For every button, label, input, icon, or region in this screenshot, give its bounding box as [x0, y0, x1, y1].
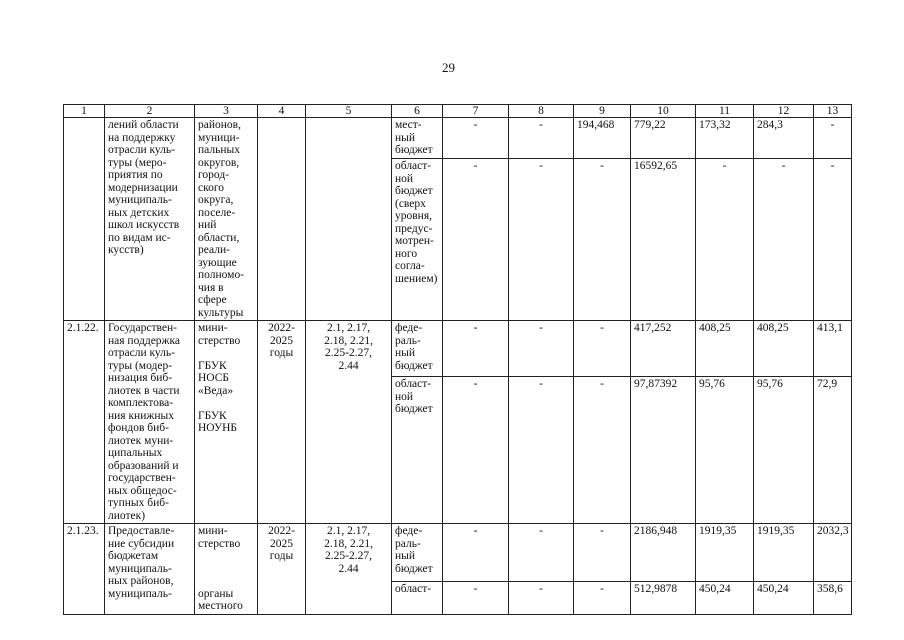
- table-row: [64, 321, 852, 377]
- value-cell: -: [814, 118, 852, 159]
- column-header: 11: [696, 105, 754, 118]
- column-header: 8: [509, 105, 574, 118]
- value-cell: -: [509, 582, 574, 614]
- value-cell: -: [443, 524, 509, 582]
- value-cell: -: [574, 582, 631, 614]
- column-header: 1: [64, 105, 105, 118]
- item-name: Предоставле- ние субсидии бюджетам муниципаль- ных районов, муниципаль-: [105, 524, 195, 615]
- column-header: 13: [814, 105, 852, 118]
- item-goals: [306, 118, 392, 321]
- column-header-row: [64, 105, 852, 118]
- table-row: [64, 524, 852, 582]
- funding-source: област- ной бюджет: [392, 377, 443, 524]
- value-cell: 173,32: [696, 118, 754, 159]
- item-goals: 2.1, 2.17, 2.18, 2.21, 2.25-2.27, 2.44: [306, 321, 392, 524]
- value-cell: 779,22: [631, 118, 696, 159]
- funding-source: феде- раль- ный бюджет: [392, 524, 443, 582]
- value-cell: -: [574, 524, 631, 582]
- value-cell: -: [509, 118, 574, 159]
- column-header: 12: [754, 105, 814, 118]
- value-cell: -: [509, 159, 574, 321]
- value-cell: 2186,948: [631, 524, 696, 582]
- item-number: [64, 118, 105, 321]
- value-cell: 72,9: [814, 377, 852, 524]
- item-period: [258, 118, 306, 321]
- column-header: 10: [631, 105, 696, 118]
- column-header: 6: [392, 105, 443, 118]
- value-cell: -: [574, 159, 631, 321]
- value-cell: 97,87392: [631, 377, 696, 524]
- funding-source: област-: [392, 582, 443, 614]
- item-executor: мини- стерство ГБУК НОСБ «Веда» ГБУК НОУНБ: [195, 321, 258, 524]
- value-cell: 450,24: [754, 582, 814, 614]
- page-number: 29: [442, 60, 455, 75]
- value-cell: -: [754, 159, 814, 321]
- value-cell: -: [443, 377, 509, 524]
- item-executor: районов, муници- пальных округов, город- ского округа, поселе- ний области, реали- зующие полномо- чия в сфере культуры: [195, 118, 258, 321]
- value-cell: 16592,65: [631, 159, 696, 321]
- item-name: лений области на поддержку отрасли куль- туры (меро- приятия по модернизации муниципаль- ных детских школ искусств по видам ис- кусств): [105, 118, 195, 321]
- item-period: 2022- 2025 годы: [258, 524, 306, 615]
- value-cell: 2032,3: [814, 524, 852, 582]
- value-cell: 1919,35: [696, 524, 754, 582]
- funding-source: мест- ный бюджет: [392, 118, 443, 159]
- value-cell: 358,6: [814, 582, 852, 614]
- value-cell: -: [443, 582, 509, 614]
- column-header: 9: [574, 105, 631, 118]
- value-cell: -: [509, 321, 574, 377]
- value-cell: 284,3: [754, 118, 814, 159]
- item-number: 2.1.22.: [64, 321, 105, 524]
- value-cell: 417,252: [631, 321, 696, 377]
- funding-source: феде- раль- ный бюджет: [392, 321, 443, 377]
- column-header: 4: [258, 105, 306, 118]
- value-cell: -: [696, 159, 754, 321]
- column-header: 2: [105, 105, 195, 118]
- column-header: 3: [195, 105, 258, 118]
- value-cell: 194,468: [574, 118, 631, 159]
- value-cell: 95,76: [696, 377, 754, 524]
- item-executor: мини- стерство органы местного: [195, 524, 258, 615]
- value-cell: -: [509, 377, 574, 524]
- value-cell: 95,76: [754, 377, 814, 524]
- value-cell: 512,9878: [631, 582, 696, 614]
- column-header: 7: [443, 105, 509, 118]
- value-cell: -: [443, 321, 509, 377]
- column-header: 5: [306, 105, 392, 118]
- value-cell: -: [443, 118, 509, 159]
- value-cell: -: [814, 159, 852, 321]
- value-cell: -: [574, 321, 631, 377]
- value-cell: 408,25: [754, 321, 814, 377]
- item-number: 2.1.23.: [64, 524, 105, 615]
- value-cell: 1919,35: [754, 524, 814, 582]
- value-cell: 408,25: [696, 321, 754, 377]
- value-cell: -: [443, 159, 509, 321]
- budget-table: [63, 104, 849, 612]
- item-name: Государствен- ная поддержка отрасли куль- туры (модер- низация биб- лиотек в части комплектова- ния книжных фондов биб- лиотек муни- ципальных образований и государствен- ных общедос- тупных биб- лиотек): [105, 321, 195, 524]
- item-period: 2022- 2025 годы: [258, 321, 306, 524]
- value-cell: -: [509, 524, 574, 582]
- funding-source: област- ной бюджет (сверх уровня, предус- мотрен- ного согла- шением): [392, 159, 443, 321]
- value-cell: 413,1: [814, 321, 852, 377]
- value-cell: -: [574, 377, 631, 524]
- item-goals: 2.1, 2.17, 2.18, 2.21, 2.25-2.27, 2.44: [306, 524, 392, 615]
- table-row: [64, 118, 852, 159]
- value-cell: 450,24: [696, 582, 754, 614]
